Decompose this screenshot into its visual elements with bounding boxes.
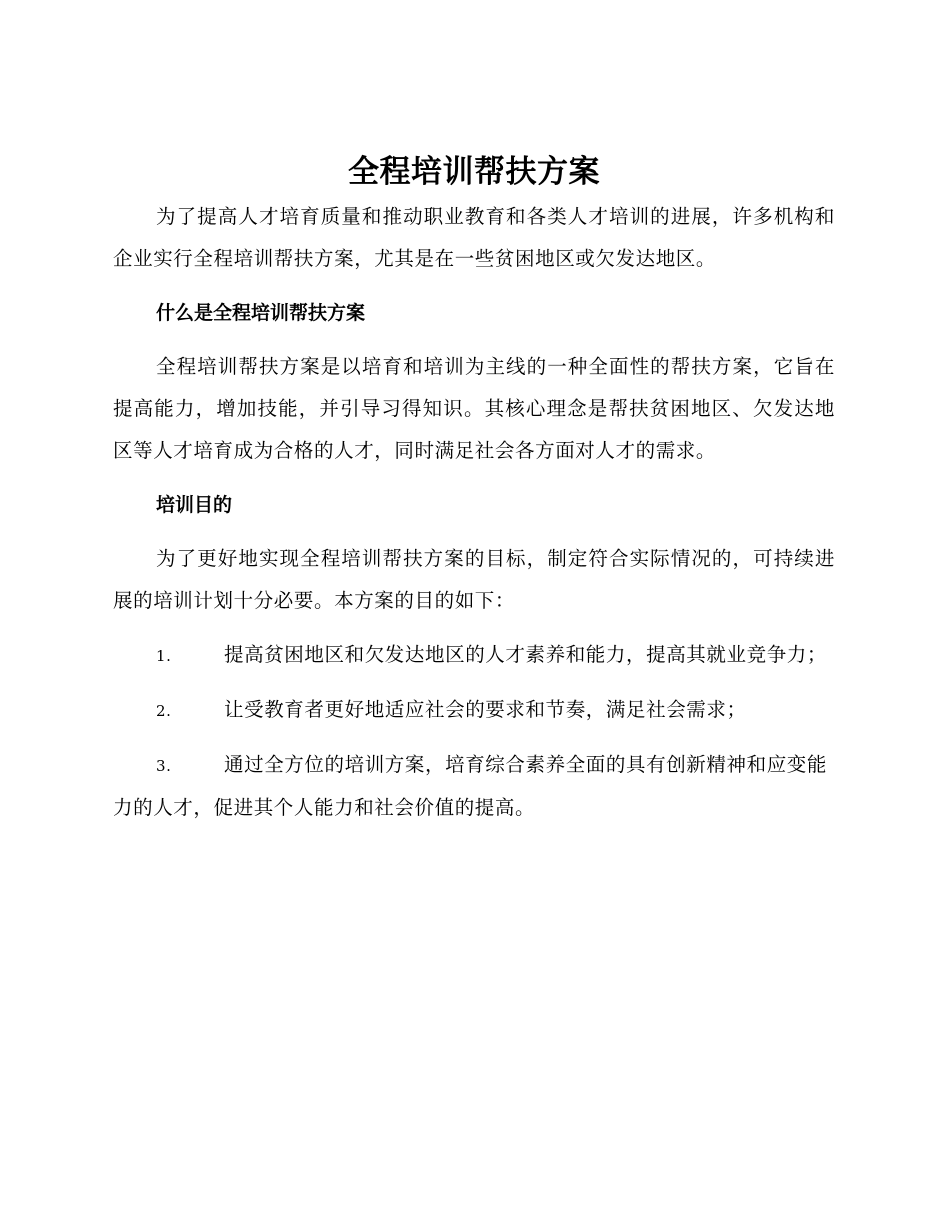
list-item <box>113 634 835 677</box>
list-item <box>113 689 835 732</box>
section-training-goals-paragraph: 为了更好地实现全程培训帮扶方案的目标，制定符合实际情况的，可持续进展的培训计划十分必要。本方案的目的如下： <box>113 547 835 612</box>
list-item <box>113 744 835 829</box>
document-title: 全程培训帮扶方案 <box>348 154 600 190</box>
document-body <box>113 148 835 829</box>
list-number: 2. <box>156 702 172 720</box>
intro-paragraph: 为了提高人才培育质量和推动职业教育和各类人才培训的进展，许多机构和企业实行全程培训帮扶方案，尤其是在一些贫困地区或欠发达地区。 <box>113 205 835 270</box>
list-number: 1. <box>156 647 172 665</box>
list-number: 3. <box>156 757 172 775</box>
list-text: 通过全方位的培训方案，培育综合素养全面的具有创新精神和应变能力的人才，促进其个人能力和社会价值的提高。 <box>113 753 828 819</box>
section-heading-what-is: 什么是全程培训帮扶方案 <box>156 302 366 324</box>
list-text: 让受教育者更好地适应社会的要求和节奏，满足社会需求； <box>224 698 747 721</box>
section-heading-training-goals: 培训目的 <box>156 494 233 516</box>
section-what-is-paragraph: 全程培训帮扶方案是以培育和培训为主线的一种全面性的帮扶方案，它旨在提高能力，增加技能，并引导习得知识。其核心理念是帮扶贫困地区、欠发达地区等人才培育成为合格的人才，同时满足社会各方面对人才的需求。 <box>113 355 835 462</box>
list-text: 提高贫困地区和欠发达地区的人才素养和能力，提高其就业竞争力； <box>224 643 828 666</box>
